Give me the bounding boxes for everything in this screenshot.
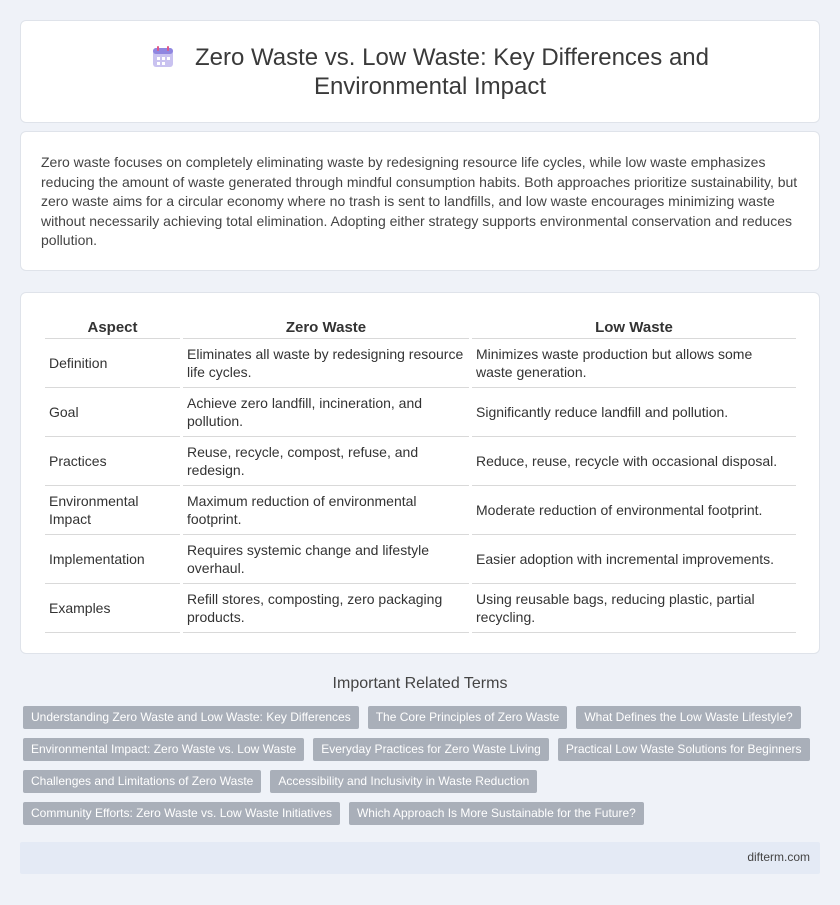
table-header-row — [45, 315, 796, 339]
related-term-link[interactable]: Which Approach Is More Sustainable for the Future? — [349, 802, 644, 825]
table-row — [45, 535, 796, 584]
related-term-link[interactable]: Accessibility and Inclusivity in Waste Reduction — [270, 770, 537, 793]
related-term-link[interactable]: Practical Low Waste Solutions for Beginners — [558, 738, 810, 761]
table-row — [45, 388, 796, 437]
page-title-text: Zero Waste vs. Low Waste: Key Differences and Environmental Impact — [195, 44, 709, 100]
cell-low-waste: Significantly reduce landfill and pollution. — [472, 388, 796, 437]
cell-aspect: Environmental Impact — [45, 486, 180, 535]
related-terms-list — [23, 706, 813, 825]
comparison-table — [42, 315, 799, 633]
page-title — [151, 44, 709, 100]
header-low-waste: Low Waste — [472, 315, 796, 339]
cell-zero-waste: Requires systemic change and lifestyle overhaul. — [183, 535, 469, 584]
related-terms-title: Important Related Terms — [332, 675, 508, 692]
cell-zero-waste: Maximum reduction of environmental footprint. — [183, 486, 469, 535]
cell-low-waste: Moderate reduction of environmental footprint. — [472, 486, 796, 535]
cell-low-waste: Easier adoption with incremental improvements. — [472, 535, 796, 584]
cell-aspect: Examples — [45, 584, 180, 633]
footer — [20, 842, 820, 874]
header-card — [20, 20, 820, 123]
table-row — [45, 339, 796, 388]
comparison-card — [20, 292, 820, 654]
calendar-grid-icon — [151, 45, 175, 69]
table-row — [45, 437, 796, 486]
cell-low-waste: Using reusable bags, reducing plastic, partial recycling. — [472, 584, 796, 633]
cell-aspect: Definition — [45, 339, 180, 388]
footer-site-link[interactable]: difterm.com — [747, 850, 810, 864]
intro-text: Zero waste focuses on completely eliminating waste by redesigning resource life cycles, while low waste emphasizes reducing the amount of waste generated through mindful consumption habits. Both approaches prioritize sustainability, but zero waste aims for a circular economy where no trash is sent to landfills, and low waste encourages minimizing waste without necessarily achieving total elimination. Adopting either strategy supports environmental conservation and reduces pollution. — [41, 154, 798, 249]
title-wrap — [81, 43, 779, 101]
related-term-link[interactable]: Everyday Practices for Zero Waste Living — [313, 738, 549, 761]
related-term-link[interactable]: Community Efforts: Zero Waste vs. Low Waste Initiatives — [23, 802, 340, 825]
cell-zero-waste: Refill stores, composting, zero packaging products. — [183, 584, 469, 633]
cell-low-waste: Reduce, reuse, recycle with occasional disposal. — [472, 437, 796, 486]
cell-zero-waste: Eliminates all waste by redesigning resource life cycles. — [183, 339, 469, 388]
table-row — [45, 486, 796, 535]
related-term-link[interactable]: What Defines the Low Waste Lifestyle? — [576, 706, 800, 729]
intro-card — [20, 131, 820, 271]
header-zero-waste: Zero Waste — [183, 315, 469, 339]
related-term-link[interactable]: Environmental Impact: Zero Waste vs. Low Waste — [23, 738, 304, 761]
related-term-link[interactable]: Challenges and Limitations of Zero Waste — [23, 770, 261, 793]
cell-zero-waste: Achieve zero landfill, incineration, and pollution. — [183, 388, 469, 437]
cell-aspect: Practices — [45, 437, 180, 486]
cell-low-waste: Minimizes waste production but allows some waste generation. — [472, 339, 796, 388]
table-row — [45, 584, 796, 633]
cell-aspect: Goal — [45, 388, 180, 437]
cell-zero-waste: Reuse, recycle, compost, refuse, and redesign. — [183, 437, 469, 486]
related-term-link[interactable]: The Core Principles of Zero Waste — [368, 706, 568, 729]
cell-aspect: Implementation — [45, 535, 180, 584]
related-term-link[interactable]: Understanding Zero Waste and Low Waste: Key Differences — [23, 706, 359, 729]
header-aspect: Aspect — [45, 315, 180, 339]
